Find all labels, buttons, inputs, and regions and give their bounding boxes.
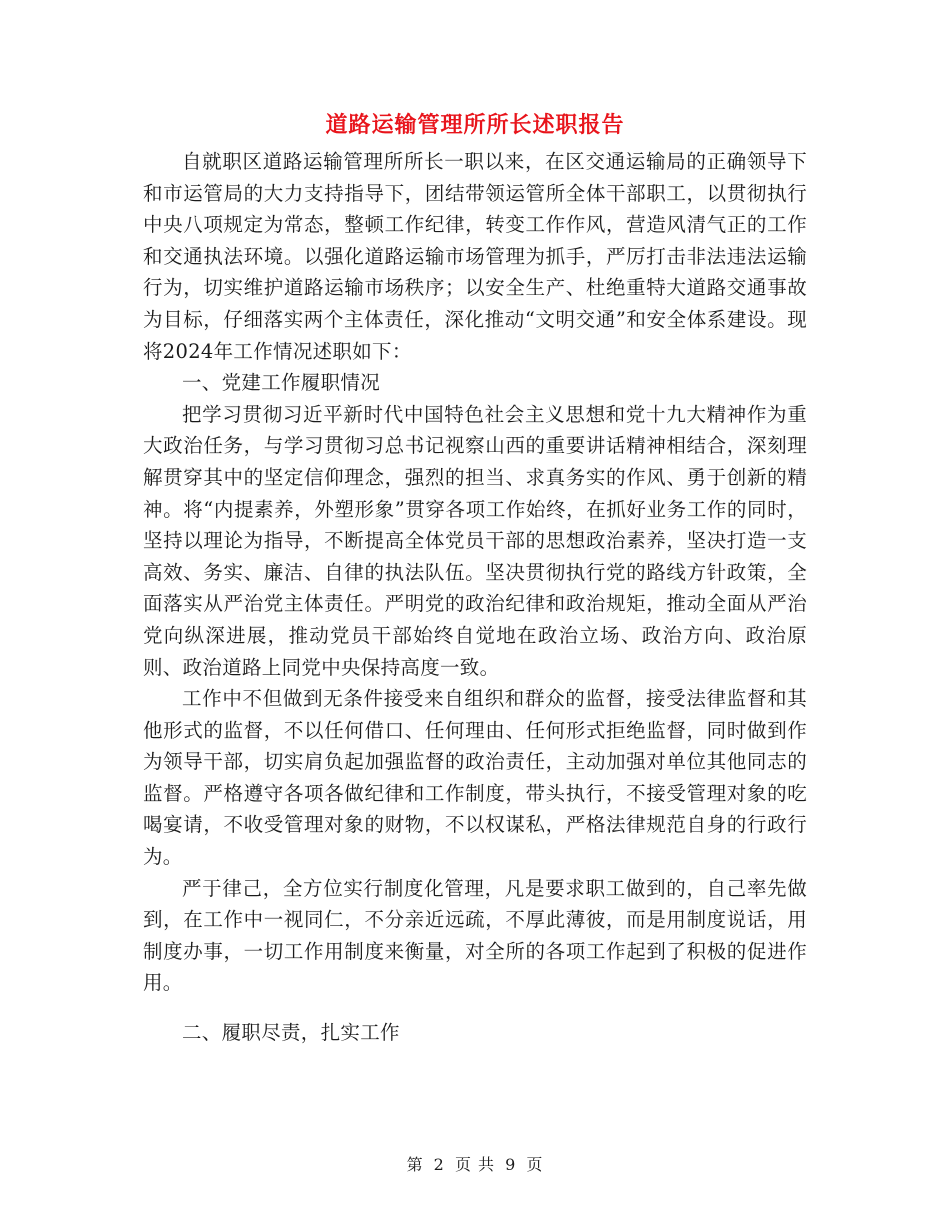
document-title: 道路运输管理所所长述职报告 [325, 112, 625, 138]
page-label-suffix: 页 [526, 1155, 544, 1174]
total-pages-number: 9 [505, 1155, 517, 1174]
paragraph-self-discipline: 严于律己，全方位实行制度化管理，凡是要求职工做到的，自己率先做到，在工作中一视同仁，不分亲近远疏，不厚此薄彼，而是用制度说话，用制度办事，一切工作用制度来衡量，对全所的各项工作起到了积极的促进作用。 [143, 876, 807, 995]
page-footer [0, 1152, 950, 1175]
paragraph-intro: 自就职区道路运输管理所所长一职以来，在区交通运输局的正确领导下和市运管局的大力支持指导下，团结带领运管所全体干部职工，以贯彻执行中央八项规定为常态，整顿工作纪律，转变工作作风，营造风清气正的工作和交通执法环境。以强化道路运输市场管理为抓手，严厉打击非法违法运输行为，切实维护道路运输市场秩序；以安全生产、杜绝重特大道路交通事故为目标，仔细落实两个主体责任，深化推动“文明交通”和安全体系建设。现将2024年工作情况述职如下： [143, 150, 807, 363]
current-page-number: 2 [433, 1155, 445, 1174]
section-heading-duties: 二、履职尽责，扎实工作 [182, 1021, 400, 1045]
page-label-mid: 页 共 [454, 1155, 496, 1174]
paragraph-supervision: 工作中不但做到无条件接受来自组织和群众的监督，接受法律监督和其他形式的监督，不以任何借口、任何理由、任何形式拒绝监督，同时做到作为领导干部，切实肩负起加强监督的政治责任，主动加强对单位其他同志的监督。严格遵守各项各做纪律和工作制度，带头执行，不接受管理对象的吃喝宴请，不收受管理对象的财物，不以权谋私，严格法律规范自身的行政行为。 [143, 687, 807, 869]
section-heading-party-building: 一、党建工作履职情况 [182, 371, 381, 395]
document-body [143, 146, 807, 1049]
paragraph-party-study: 把学习贯彻习近平新时代中国特色社会主义思想和党十九大精神作为重大政治任务，与学习贯彻习总书记视察山西的重要讲话精神相结合，深刻理解贯穿其中的坚定信仰理念，强烈的担当、求真务实的作风、勇于创新的精神。将“内提素养，外塑形象”贯穿各项工作始终，在抓好业务工作的同时，坚持以理论为指导，不断提高全体党员干部的思想政治素养，坚决打造一支高效、务实、廉洁、自律的执法队伍。坚决贯彻执行党的路线方针政策，全面落实从严治党主体责任。严明党的政治纪律和政治规矩，推动全面从严治党向纵深进展，推动党员干部始终自觉地在政治立场、政治方向、政治原则、政治道路上同党中央保持高度一致。 [143, 402, 807, 679]
page-label-prefix: 第 [406, 1155, 424, 1174]
